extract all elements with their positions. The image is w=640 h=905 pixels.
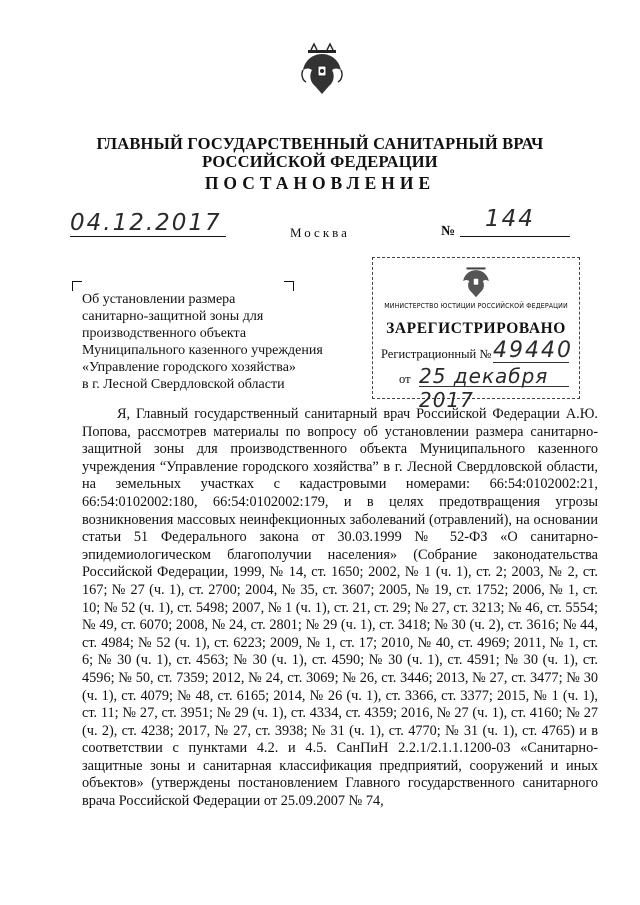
authority-line-1: ГЛАВНЫЙ ГОСУДАРСТВЕННЫЙ САНИТАРНЫЙ ВРАЧ (96, 134, 544, 153)
stamp-from-label: от (399, 372, 411, 386)
authority-line-2: РОССИЙСКОЙ ФЕДЕРАЦИИ (202, 152, 438, 171)
stamp-ministry-name: МИНИСТЕРСТВО ЮСТИЦИИ РОССИЙСКОЙ ФЕДЕРАЦИИ (384, 302, 568, 310)
subject-block (82, 291, 342, 393)
stamp-reg-number-label: Регистрационный № (381, 347, 492, 361)
number-underline (460, 236, 570, 237)
subject-line: производственного объекта (82, 326, 247, 341)
subject-line: в г. Лесной Свердловской области (82, 377, 285, 392)
subject-line: Об установлении размера (82, 292, 236, 307)
document-type-title: ПОСТАНОВЛЕНИЕ (204, 173, 436, 193)
body-paragraph: Я, Главный государственный санитарный врач Российской Федерации А.Ю. Попова, рассмотрев материалы по вопросу об установлении размера санитарно-защитной зоны для производственного объекта Муниципального казенного учреждения “Управление городского хозяйства” в г. Лесной Свердловской области, на земельных участках с кадастровыми номерами: 66:54:0102002:21, 66:54:0102002:180, 66:54:0102002:179, и в целях предотвращения угрозы возникновения массовых неинфекционных заболеваний (отравлений), на основании статьи 51 Федерального закона от 30.03.1999 № 52-ФЗ «О санитарно-эпидемиологическом благополучии населения» (Собрание законодательства Российской Федерации, 1999, № 14, ст. 1650; 2002, № 1 (ч. 1), ст. 2; 2003, № 2, ст. 167; № 27 (ч. 1), ст. 2700; 2004, № 35, ст. 3607; 2005, № 19, ст. 1752; 2006, № 1, ст. 10; № 52 (ч. 1), ст. 5498; 2007, № 1 (ч. 1), ст. 21, ст. 29; № 27, ст. 3213; № 46, ст. 5554; № 49, ст. 6070; 2008, № 24, ст. 2801; № 29 (ч. 1), ст. 3418; № 30 (ч. 2), ст. 3616; № 44, ст. 4984; № 52 (ч. 1), ст. 6223; 2009, № 1, ст. 17; 2010, № 40, ст. 4969; 2011, № 1, ст. 6; № 30 (ч. 1), ст. 4563; № 30 (ч. 1), ст. 4590; № 30 (ч. 1), ст. 4591; № 30 (ч. 1), ст. 4596; № 50, ст. 7359; 2012, № 24, ст. 3069; № 26, ст. 3446; 2013, № 27, ст. 3477; № 30 (ч. 1), ст. 4079; № 48, ст. 6165; 2014, № 26 (ч. 1), ст. 3366, ст. 3377; 2015, № 1 (ч. 1), ст. 11; № 27, ст. 3951; № 29 (ч. 1), ст. 4334, ст. 4359; 2016, № 27 (ч. 1), ст. 4160; № 27 (ч. 2), ст. 4238; 2017, № 27, ст. 3938; № 31 (ч. 1), ст. 4770; № 31 (ч. 1), ст. 4765) и в соответствии с пунктами 4.2. и 4.5. СанПиН 2.2.1/2.1.1.1200-03 «Санитарно-защитные зоны и санитарная классификация предприятий, сооружений и иных объектов» (утверждены постановлением Главного государственного санитарного врача Российской Федерации от 25.09.2007 № 74, (82, 406, 598, 810)
document-date: 04.12.2017 (70, 210, 222, 236)
stamp-coat-of-arms-icon (459, 262, 493, 300)
subject-line: Муниципального казенного учреждения (82, 343, 323, 358)
stamp-reg-number: 49440 (493, 338, 573, 363)
subject-line: санитарно-защитной зоны для (82, 309, 264, 324)
subject-line: «Управление городского хозяйства» (82, 360, 296, 375)
subject-bracket-left (72, 281, 82, 291)
number-label: № (441, 224, 456, 239)
stamp-reg-date-underline (419, 386, 569, 387)
city-label: Москва (290, 225, 350, 240)
stamp-reg-number-underline (493, 362, 569, 363)
coat-of-arms-icon (299, 42, 345, 98)
stamp-registered-label: ЗАРЕГИСТРИРОВАНО (386, 320, 566, 337)
document-number: 144 (485, 206, 535, 232)
authority-title (60, 135, 580, 171)
date-underline (70, 236, 226, 237)
stamp-reg-date: 25 декабря 2017 (419, 364, 549, 412)
registration-stamp (372, 257, 580, 412)
document-body (82, 406, 598, 811)
subject-bracket-right (284, 281, 294, 291)
